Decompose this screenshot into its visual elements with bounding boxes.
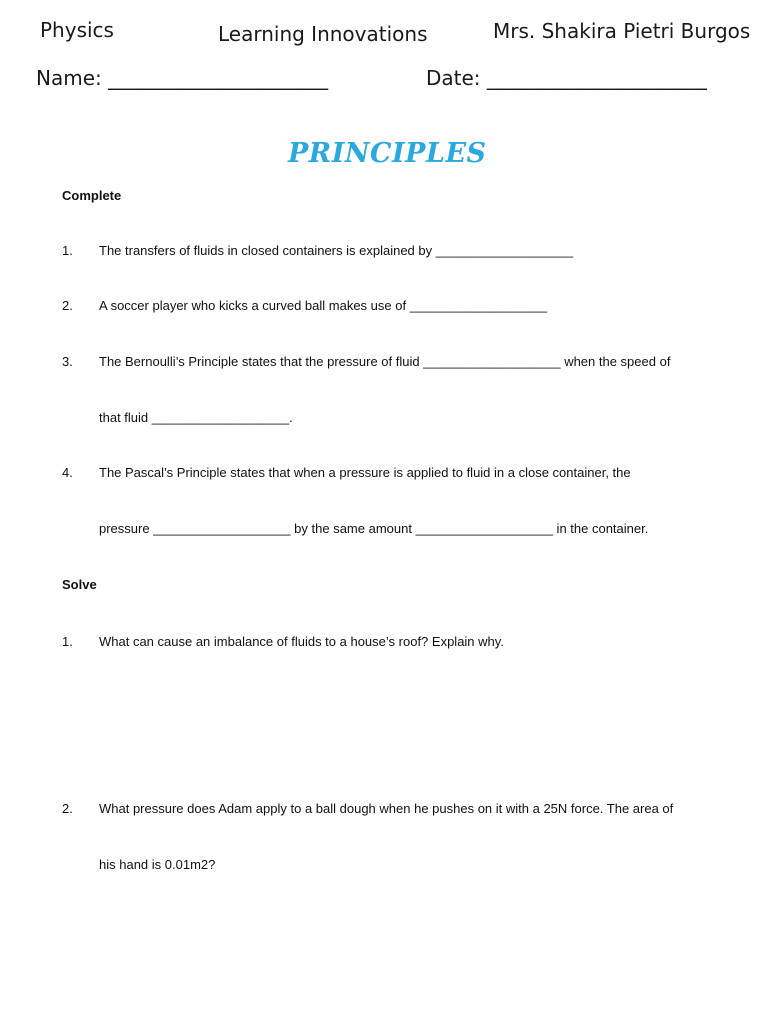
solve-item-1-number: 1.	[62, 634, 73, 649]
program-label: Learning Innovations	[218, 22, 428, 46]
complete-item-3-text-line-1: The Bernoulli’s Principle states that the pressure of fluid ___________________ when the speed of	[99, 354, 671, 369]
complete-heading: Complete	[62, 188, 122, 203]
complete-item-2-number: 2.	[62, 298, 73, 313]
complete-item-2-text: A soccer player who kicks a curved ball makes use of ___________________	[99, 298, 548, 313]
complete-item-1-number: 1.	[62, 243, 73, 258]
name-field: Name: ______________________	[36, 66, 329, 90]
complete-item-4-text-line-1: The Pascal’s Principle states that when a pressure is applied to fluid in a close container, the	[99, 465, 631, 480]
solve-item-2-text-line-2: his hand is 0.01m2?	[99, 857, 216, 872]
solve-item-2-number: 2.	[62, 801, 73, 816]
complete-item-1-text: The transfers of fluids in closed containers is explained by ___________________	[99, 243, 574, 258]
complete-item-4-number: 4.	[62, 465, 73, 480]
teacher-label: Mrs. Shakira Pietri Burgos	[493, 19, 751, 43]
complete-item-3-text-line-2: that fluid ___________________.	[99, 410, 293, 425]
solve-item-1-text: What can cause an imbalance of fluids to a house’s roof? Explain why.	[99, 634, 504, 649]
page-title: PRINCIPLES	[288, 138, 487, 169]
date-field: Date: ______________________	[426, 66, 707, 90]
solve-item-2-text-line-1: What pressure does Adam apply to a ball dough when he pushes on it with a 25N force. The area of	[99, 801, 674, 816]
subject-label: Physics	[40, 18, 114, 42]
complete-item-3-number: 3.	[62, 354, 73, 369]
complete-item-4-text-line-2: pressure ___________________ by the same amount ___________________ in the container.	[99, 521, 649, 536]
solve-heading: Solve	[62, 577, 97, 592]
